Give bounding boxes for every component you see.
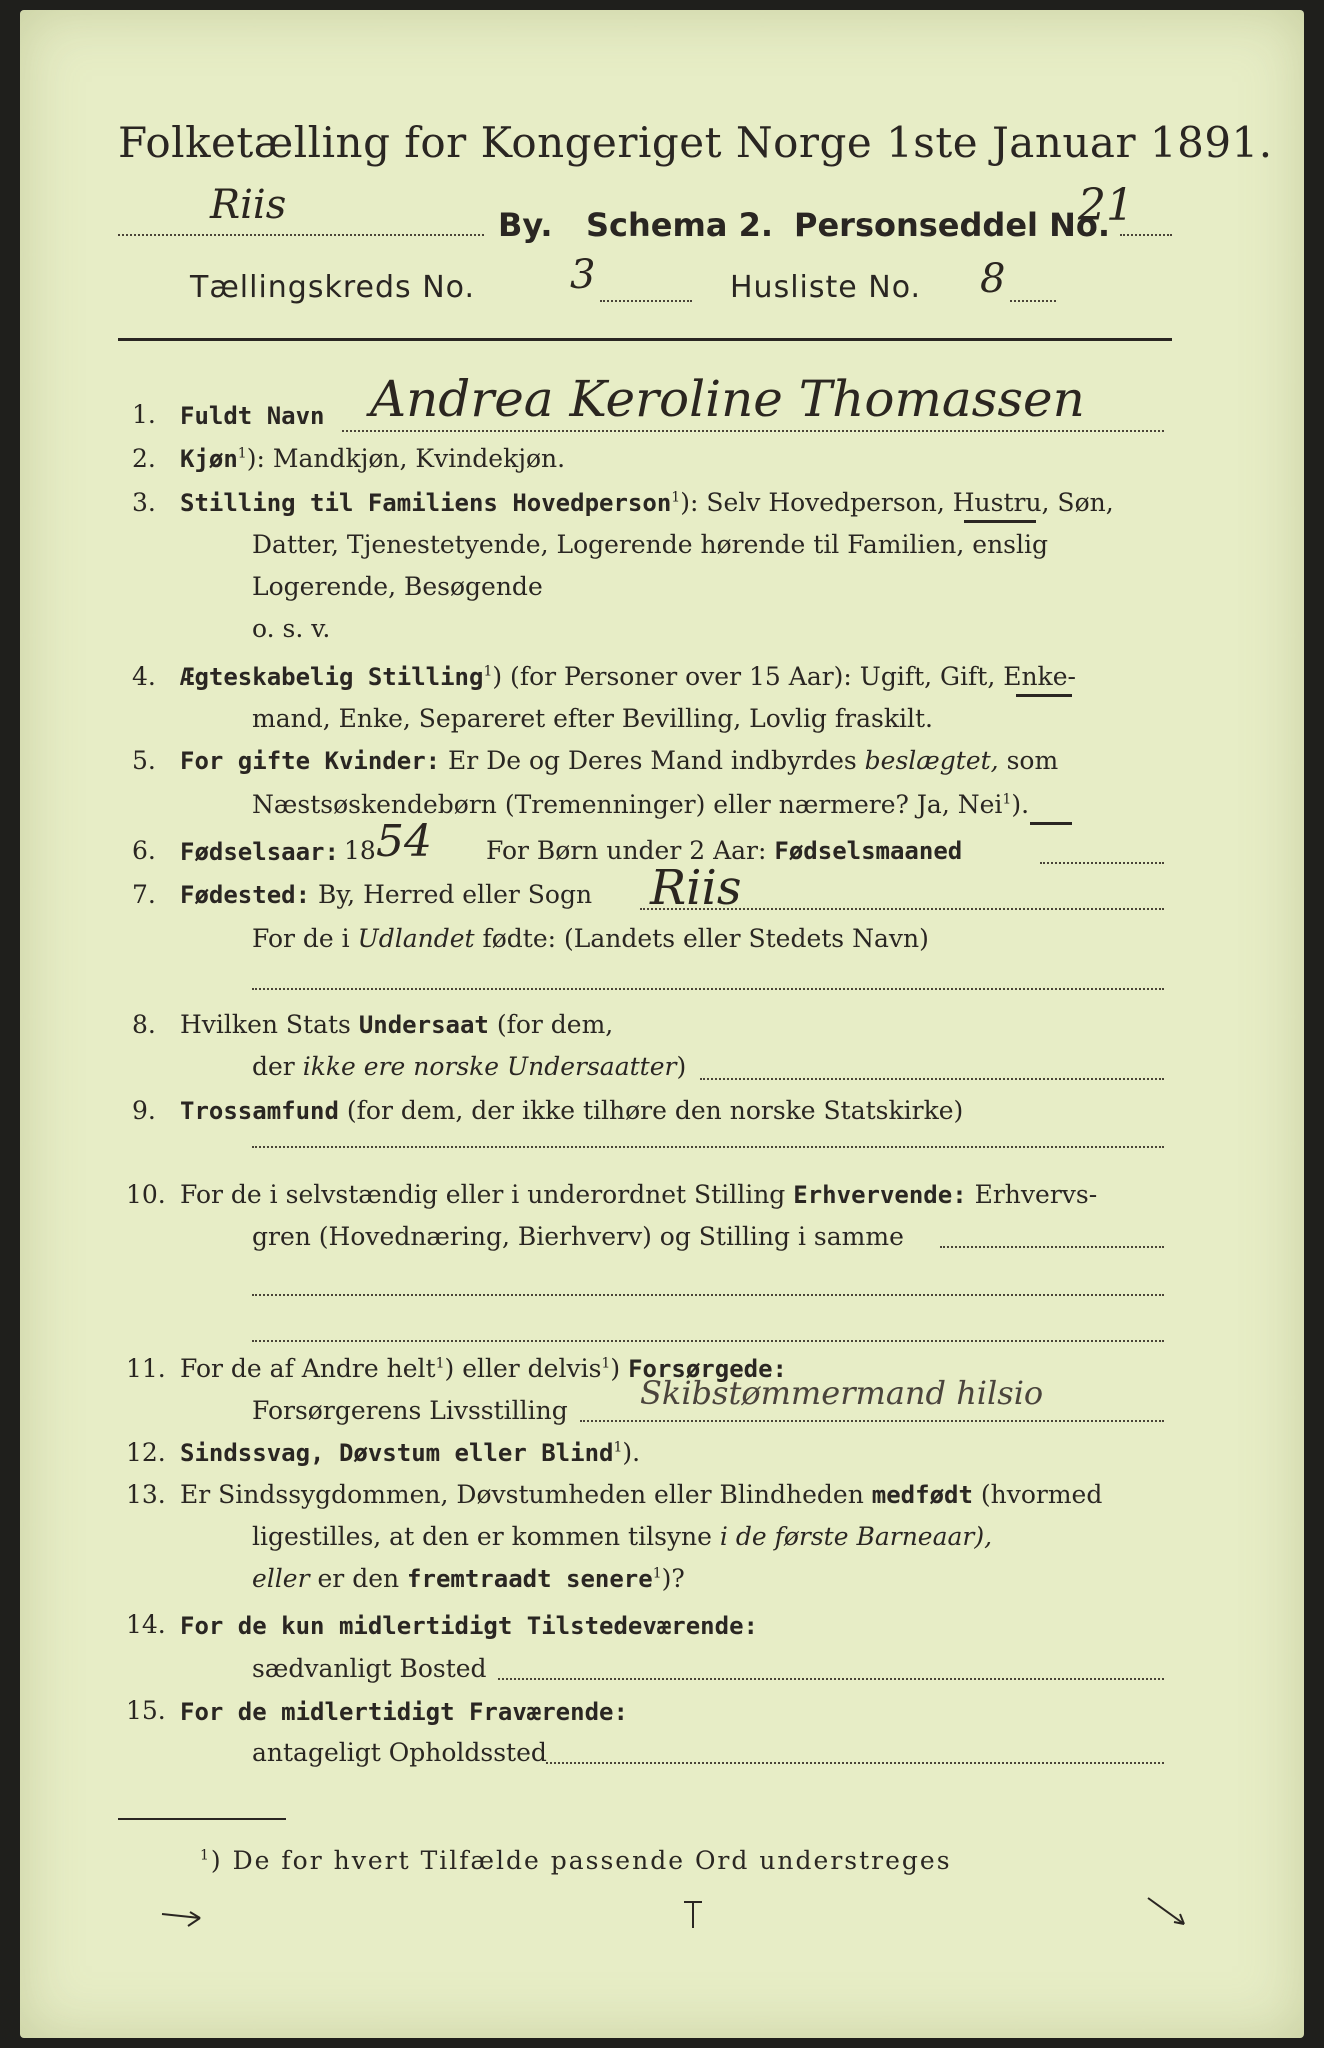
husliste-label: Husliste No. [730,270,922,305]
q13-number: 13. [126,1480,166,1509]
q8-line1 [180,1010,613,1039]
q5-line2-text: Næstsøskendebørn (Tremenninger) eller nærmere? Ja, Nei [252,790,1003,819]
q12-label: Sindssvag, Døvstum eller Blind [180,1439,614,1467]
q1-number: 1. [132,400,156,429]
q6-dots [1040,862,1164,864]
q3-line4: o. s. v. [252,614,331,643]
q11-provider-occupation: Skibstømmermand hilsio [640,1374,1044,1412]
kreds-dots [600,300,692,302]
q5-line1c: som [1006,746,1059,775]
q13-line3a: eller [252,1564,310,1593]
registration-mark-center [678,1898,708,1932]
q13-line1 [180,1480,1102,1509]
q3-line1 [180,488,1114,517]
q12-line [180,1438,640,1467]
q2-sup: 1 [237,445,247,462]
q4-gift-underline [1016,694,1072,697]
q10-dots-2 [252,1294,1164,1296]
q15-line2: antageligt Opholdssted [252,1738,547,1767]
q15-label: For de midlertidigt Fraværende: [180,1698,628,1726]
q6-label: Fødselsaar: [180,838,339,866]
q5-line1b: beslægtet, [864,746,999,775]
footnote [200,1846,952,1875]
q7-birthplace: Riis [650,860,742,916]
husliste-dots [1010,300,1056,302]
q3-line3: Logerende, Besøgende [252,572,543,601]
q9-number: 9. [132,1096,156,1125]
q4-sup: 1 [483,663,493,680]
by-label: By. [498,206,553,244]
q8-line1b: Undersaat [358,1011,489,1039]
q2-label: Kjøn [180,445,238,473]
q15-dots [546,1762,1164,1764]
q8-number: 8. [132,1010,156,1039]
q13-line2 [252,1522,992,1551]
q11-line1c: ) [610,1354,621,1383]
q8-dots [700,1078,1164,1080]
q14-dots [498,1678,1164,1680]
q13-sup: 1 [652,1565,662,1582]
footnote-rule [118,1818,286,1820]
q14-label: For de kun midlertidigt Tilstedeværende: [180,1612,758,1640]
city-dots [118,234,484,236]
q9-rest: (for dem, der ikke tilhøre den norske Statskirke) [346,1096,964,1125]
q3-line2: Datter, Tjenestetyende, Logerende hørende til Familien, enslig [252,530,1049,559]
q7-line1 [180,880,592,909]
q10-dots [940,1246,1164,1248]
q2-number: 2. [132,444,156,473]
q8-line2c: ) [676,1052,687,1081]
header-rule [118,338,1172,341]
q10-line1a: For de i selvstændig eller i underordnet Stilling [180,1180,786,1209]
q8-line1a: Hvilken Stats [180,1010,351,1039]
q3-hustru-underline [964,520,1036,523]
form-title: Folketælling for Kongeriget Norge 1ste Januar 1891. [118,118,1273,167]
q13-line3d: )? [661,1564,685,1593]
q3-number: 3. [132,488,156,517]
q5-line2-end: ). [1011,790,1030,819]
q5-nei-underline [1030,822,1072,825]
q10-line1c: Erhvervs- [974,1180,1098,1209]
husliste-value: 8 [980,256,1006,302]
q9-dots [252,1146,1164,1148]
personseddel-value: 21 [1078,180,1134,231]
city-value: Riis [210,182,287,228]
q12-sup: 1 [613,1439,623,1456]
q13-line1c: (hvormed [980,1480,1103,1509]
q13-line3 [252,1564,685,1593]
kreds-value: 3 [570,252,596,298]
q6-birth-year: 54 [376,816,432,867]
footnote-text: ) De for hvert Tilfælde passende Ord understreges [210,1846,952,1875]
q11-line1a: For de af Andre helt [180,1354,436,1383]
q13-line3c: fremtraadt senere [407,1565,653,1593]
q13-line1b: medfødt [871,1481,973,1509]
q7-dots [640,908,1164,910]
q3-line1-text: ): Selv Hovedperson, Hustru, Søn, [680,488,1114,517]
q10-line1 [180,1180,1097,1209]
footnote-sup: 1 [200,1847,211,1864]
schema-label: Schema 2. [586,206,773,244]
q5-line2-sup: 1 [1002,791,1012,808]
q2-rest: ): Mandkjøn, Kvindekjøn. [246,444,566,473]
q11-line1b: ) eller delvis [444,1354,602,1383]
q10-line2: gren (Hovednæring, Bierhverv) og Stilling i samme [252,1222,904,1251]
registration-mark-left [160,1900,220,1930]
q5-number: 5. [132,746,156,775]
q11-dots [580,1420,1164,1422]
q6-rest-bold: Fødselsmaaned [774,837,963,865]
q14-number: 14. [126,1610,166,1639]
q10-dots-3 [252,1340,1164,1342]
q6-number: 6. [132,836,156,865]
q8-line2a: der [252,1052,295,1081]
q11-line1d: Forsørgede: [628,1355,788,1383]
q6-rest-text: For Børn under 2 Aar: [486,836,767,865]
q5-line1a: Er De og Deres Mand indbyrdes [448,746,857,775]
q7-number: 7. [132,880,156,909]
q10-number: 10. [126,1180,166,1209]
q1-label: Fuldt Navn [180,402,325,430]
q15-number: 15. [126,1696,166,1725]
q7-rest: By, Herred eller Sogn [318,880,593,909]
q13-line2b: i de første Barneaar), [719,1522,993,1551]
q3-sup: 1 [671,489,681,506]
q12-end: ). [622,1438,641,1467]
q12-number: 12. [126,1438,166,1467]
q11-sup-a: 1 [435,1355,445,1372]
q7-line2b: Udlandet [357,924,475,953]
q7-line2 [252,924,929,953]
q7-line2a: For de i [252,924,350,953]
q4-line2: mand, Enke, Separeret efter Bevilling, Lovlig fraskilt. [252,704,933,733]
q7-line2c: fødte: (Landets eller Stedets Navn) [482,924,929,953]
q5-label: For gifte Kvinder: [180,747,441,775]
q8-line2b: ikke ere norske Undersaatter [302,1052,677,1081]
q1-dots [342,430,1164,432]
q4-number: 4. [132,662,156,691]
q8-line2 [252,1052,686,1081]
q3-label: Stilling til Familiens Hovedperson [180,489,672,517]
census-form [20,10,1304,2038]
q11-sup-b: 1 [601,1355,611,1372]
q10-line1b: Erhvervende: [793,1181,967,1209]
q14-line2: sædvanligt Bosted [252,1654,487,1683]
q8-line1c: (for dem, [496,1010,614,1039]
q11-number: 11. [126,1354,166,1383]
q13-line1a: Er Sindssygdommen, Døvstumheden eller Blindheden [180,1480,864,1509]
q5-line2 [252,790,1029,819]
q2-line [180,444,565,473]
q13-line2a: ligestilles, at den er kommen tilsyne [252,1522,712,1551]
q4-line1-text: ) (for Personer over 15 Aar): Ugift, Gift, Enke- [492,662,1076,691]
q4-label: Ægteskabelig Stilling [180,663,484,691]
q7-label: Fødested: [180,881,311,909]
q13-line3b: er den [317,1564,400,1593]
personseddel-label: Personseddel No. [794,206,1111,244]
q5-line1 [180,746,1058,775]
registration-mark-right [1144,1894,1194,1930]
q9-label: Trossamfund [180,1097,339,1125]
q9-line [180,1096,963,1125]
q11-line2: Forsørgerens Livsstilling [252,1396,568,1425]
q7-dots-2 [252,988,1164,990]
q4-line1 [180,662,1076,691]
kreds-label: Tællingskreds No. [190,270,475,305]
q1-full-name: Andrea Keroline Thomassen [370,370,1085,428]
personseddel-dots [1120,234,1172,236]
q6-prefix: 18 [344,836,376,865]
